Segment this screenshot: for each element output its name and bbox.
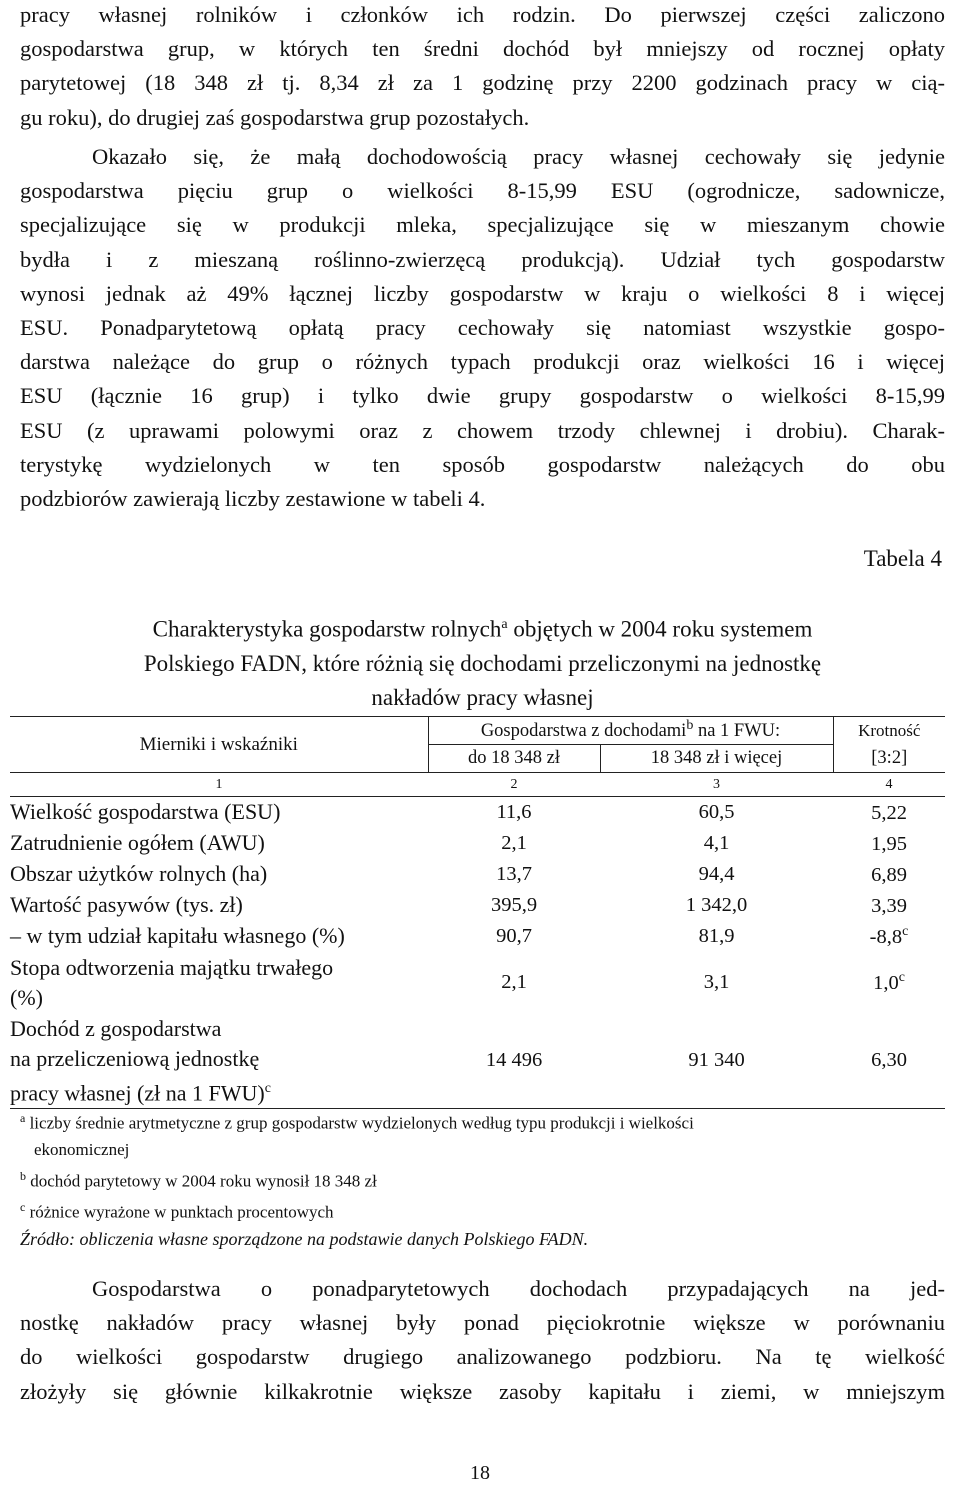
cell-value: 2,1: [501, 831, 527, 854]
footnote-ref: c: [902, 923, 909, 939]
cell-value: 11,6: [496, 800, 532, 823]
footnote-text: różnice wyrażone w punktach procentowych: [25, 1202, 334, 1222]
text-line: pracy własnej rolników i członków ich rodzin. Do pierwszej części zaliczono: [20, 2, 945, 27]
text-line: ESU (łącznie 16 grup) i tylko dwie grupy gospodarstw o wielkości 8-15,99: [20, 383, 945, 409]
cell-value: 4,1: [703, 831, 730, 854]
table-caption: [20, 608, 945, 715]
row-label: [10, 1014, 428, 1109]
page-number: 18: [470, 1462, 490, 1484]
paragraph-intro: [20, 0, 945, 135]
cell-value: 81,9: [698, 924, 735, 947]
colnum-2: 2: [510, 776, 518, 792]
footnote-mark: c: [20, 1200, 26, 1215]
cell-value: 90,7: [496, 924, 532, 947]
table-row: [10, 797, 945, 828]
text-line: gospodarstwa pięciu grup o wielkości 8-15,99 ESU (ogrodnicze, sadownicze,: [20, 178, 945, 204]
footnote-ref: b: [686, 718, 694, 734]
table-row: [10, 859, 945, 890]
cell-value: [833, 828, 945, 859]
caption-text: objętych w 2004 roku systemem: [507, 616, 813, 642]
cell-value: 3,1: [703, 971, 730, 993]
cell-value: [833, 890, 945, 921]
text-line: ESU. Ponadparytetową opłatą pracy cechowały się natomiast wszystkie gospo-: [20, 315, 945, 341]
footnote-a-cont: ekonomicznej: [34, 1139, 130, 1159]
cell-value: 395,9: [490, 893, 538, 916]
text-line: specjalizujące się w produkcji mleka, specjalizujące się w mieszanym chowie: [20, 212, 945, 238]
header-text: na 1 FWU:: [693, 721, 781, 742]
cell-value: 2,1: [501, 971, 527, 993]
footnote-text: dochód parytetowy w 2004 roku wynosił 18 348 zł: [26, 1171, 377, 1191]
row-label: – w tym udział kapitału własnego (%): [10, 923, 345, 948]
text-line: nostkę nakładów pracy własnej były ponad pięciokrotnie większe w porównaniu: [20, 1310, 945, 1336]
row-label: [10, 952, 428, 1014]
cell-value: 6,30: [871, 1049, 907, 1072]
table-footnotes: [20, 1105, 945, 1252]
cell-value: 1 342,0: [685, 893, 748, 916]
text-line: darstwa należące do grup o różnych typach produkcji oraz wielkości 16 i więcej: [20, 349, 945, 375]
header-ratio: Krotność: [833, 717, 945, 745]
row-label-line: [10, 1074, 428, 1108]
text-line: podzbiorów zawierają liczby zestawione w tabeli 4.: [20, 486, 486, 512]
header-ratio-formula: [3:2]: [833, 745, 945, 773]
header-col-high: 18 348 zł i więcej: [600, 745, 833, 773]
cell-text: 6,89: [871, 863, 907, 886]
colnum-4: 4: [885, 776, 893, 792]
row-label-text: pracy własnej (zł na 1 FWU): [10, 1079, 265, 1105]
caption-text: Charakterystyka gospodarstw rolnych: [152, 616, 502, 642]
text-line: gospodarstwa grup, w których ten średni dochód był mniejszy od rocznej opłaty: [20, 36, 945, 62]
table-source: Źródło: obliczenia własne sporządzone na podstawie danych Polskiego FADN.: [20, 1228, 589, 1249]
cell-value: 14 496: [485, 1049, 543, 1072]
colnum-3: 3: [713, 776, 720, 792]
row-label-line: Stopa odtworzenia majątku trwałego: [10, 954, 334, 980]
text-line: bydła i z mieszaną roślinno-zwierzęcą produkcją). Udział tych gospodarstw: [20, 246, 945, 272]
text-line: parytetowej (18 348 zł tj. 8,34 zł za 1 godzinę przy 2200 godzinach pracy w cią-: [20, 70, 945, 96]
caption-line: nakładów pracy własnej: [371, 684, 594, 710]
text-line: ESU (z uprawami polowymi oraz z chowem trzody chlewnej i drobiu). Charak-: [20, 417, 945, 443]
text-line: Okazało się, że małą dochodowością pracy własnej cechowały się jedynie: [92, 144, 945, 169]
paragraph-findings: [20, 140, 945, 516]
table-row: [10, 921, 945, 952]
text-line: Gospodarstwa o ponadparytetowych dochodach przypadających na jed-: [92, 1276, 945, 1301]
cell-value: [833, 797, 945, 828]
footnote-a: [20, 1105, 945, 1137]
footnote-ref: c: [264, 1080, 271, 1096]
row-label: Zatrudnienie ogółem (AWU): [10, 830, 265, 855]
row-label: Wartość pasywów (tys. zł): [10, 892, 243, 917]
text-line: wynosi jednak aż 49% łącznej liczby gospodarstw w kraju o wielkości 8 i więcej: [20, 280, 945, 306]
text-line: do wielkości gospodarstw drugiego analizowanego podzbioru. Na tę wielkość: [20, 1344, 945, 1370]
footnote-mark: a: [20, 1111, 26, 1125]
footnote-ref: a: [501, 617, 508, 632]
text-line: złożyły się głównie kilkakrotnie większe zasoby kapitału i ziemi, w mniejszym: [20, 1378, 945, 1404]
row-label: Obszar użytków rolnych (ha): [10, 861, 268, 886]
table-row: [10, 1014, 945, 1109]
table-row: [10, 952, 945, 1014]
footnote-text: liczby średnie arytmetyczne z grup gospodarstw wydzielonych według typu produkcji i wielkości: [25, 1113, 694, 1133]
text-line: gu roku), do drugiej zaś gospodarstwa grup pozostałych.: [20, 104, 530, 130]
header-col-low: do 18 348 zł: [428, 745, 600, 773]
footnote-c: [20, 1194, 945, 1226]
caption-line: Polskiego FADN, które różnią się dochodami przeliczonymi na jednostkę: [143, 650, 822, 676]
text-line: terystykę wydzielonych w ten sposób gospodarstw należących do obu: [20, 451, 945, 477]
cell-text: -8,8: [869, 925, 903, 948]
cell-text: 5,22: [871, 801, 907, 824]
row-label: Wielkość gospodarstwa (ESU): [10, 799, 281, 825]
cell-value: 13,7: [496, 862, 532, 885]
footnote-b: [20, 1163, 945, 1195]
footnote-mark: b: [20, 1168, 26, 1183]
paragraph-conclusion: [20, 1272, 945, 1409]
cell-text: 1,0: [873, 971, 899, 994]
cell-value: 94,4: [698, 862, 735, 885]
table-label: Tabela 4: [863, 546, 942, 571]
table-row: [10, 890, 945, 921]
row-label-line: (%): [10, 984, 43, 1010]
data-table: [10, 716, 945, 1109]
cell-value: 60,5: [698, 800, 735, 823]
footnote-ref: c: [898, 970, 905, 986]
header-metrics: Mierniki i wskaźniki: [139, 733, 298, 755]
cell-value: 91 340: [688, 1049, 745, 1072]
row-label-line: Dochód z gospodarstwa: [10, 1015, 222, 1041]
cell-value: [833, 952, 945, 1014]
colnum-1: 1: [215, 776, 223, 792]
caption-line: [20, 608, 945, 647]
cell-value: [833, 859, 945, 890]
table-row: [10, 828, 945, 859]
cell-text: 1,95: [871, 832, 907, 855]
header-income-group: [428, 717, 833, 745]
header-text: Gospodarstwa z dochodami: [480, 721, 687, 742]
cell-value: [833, 921, 945, 952]
cell-text: 3,39: [871, 894, 907, 917]
row-label-line: na przeliczeniową jednostkę: [10, 1045, 260, 1071]
